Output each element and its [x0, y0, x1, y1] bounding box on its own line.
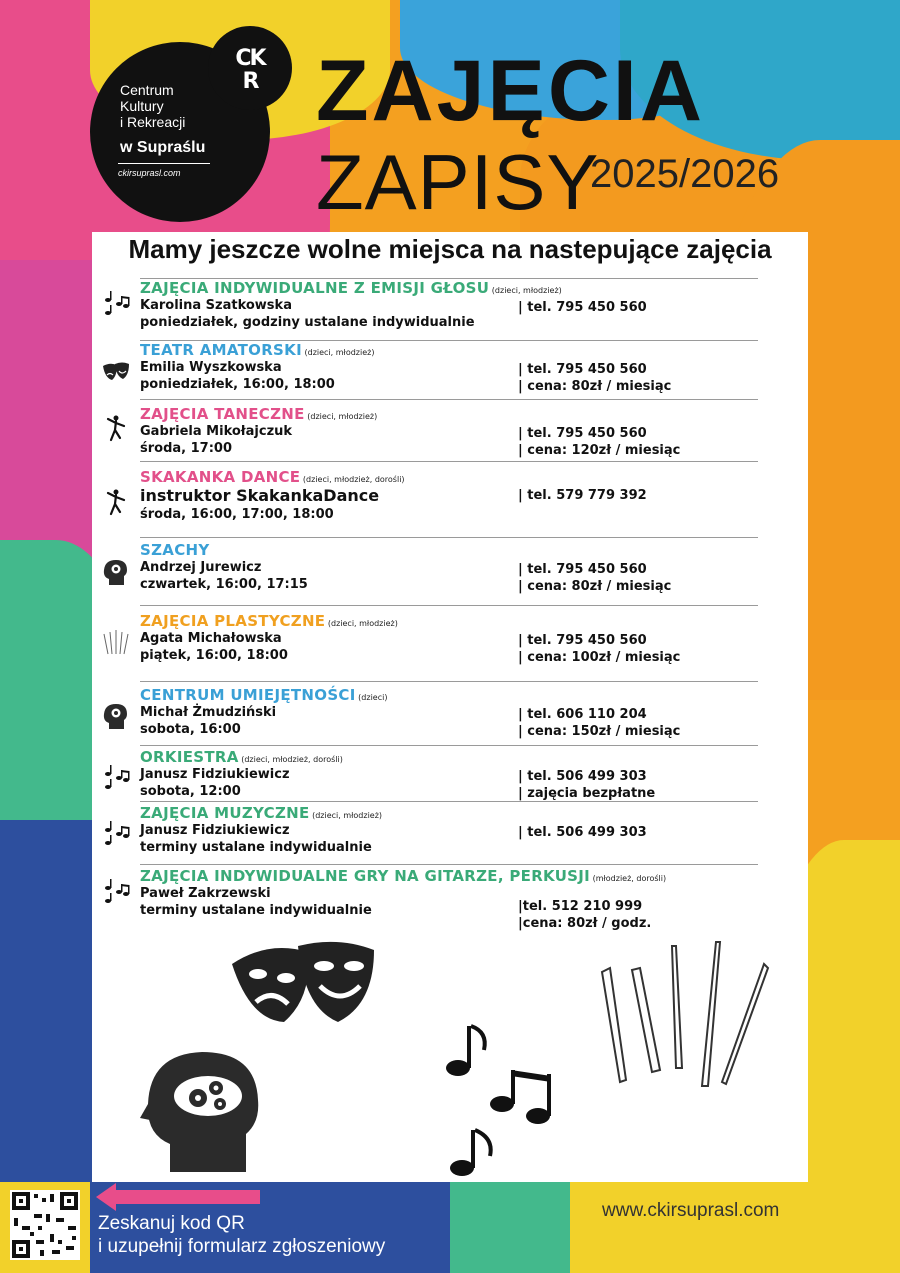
price: | zajęcia bezpłatne — [518, 786, 656, 801]
contact-info — [518, 768, 655, 802]
class-title — [140, 541, 760, 559]
schedule: piątek, 16:00, 18:00 — [140, 648, 288, 663]
class-title-text: CENTRUM UMIEJĘTNOŚCI — [140, 686, 356, 704]
ckr-monogram-icon — [220, 38, 280, 98]
class-entry — [140, 867, 760, 919]
contact-info — [518, 361, 671, 395]
qr-line-2: i uzupełnij formularz zgłoszeniowy — [98, 1236, 386, 1257]
theater-masks-icon — [228, 938, 378, 1030]
class-entry — [140, 279, 760, 331]
qr-instructions — [98, 1212, 385, 1258]
price: | cena: 100zł / miesiąc — [518, 650, 681, 665]
divider — [140, 745, 758, 746]
age-group-note: (młodzież, dorośli) — [590, 874, 667, 883]
music-notes-icon — [102, 876, 130, 904]
class-title-text: ORKIESTRA — [140, 748, 239, 766]
contact-info — [518, 487, 647, 504]
schedule: sobota, 12:00 — [140, 784, 241, 799]
logo-line: w Supraślu — [120, 139, 206, 156]
phone-number[interactable]: |tel. 512 210 999 — [518, 899, 643, 914]
price: | cena: 80zł / miesiąc — [518, 379, 672, 394]
contact-info — [518, 824, 647, 841]
schedule: środa, 17:00 — [140, 441, 233, 456]
schedule: środa, 16:00, 17:00, 18:00 — [140, 507, 334, 522]
paint-brushes-icon — [102, 628, 130, 656]
music-notes-icon — [440, 1020, 570, 1180]
divider — [140, 399, 758, 400]
phone-number[interactable]: | tel. 795 450 560 — [518, 300, 647, 315]
instructor-name: Michał Żmudziński — [140, 705, 277, 720]
contact-info — [518, 561, 671, 595]
price: | cena: 150zł / miesiąc — [518, 724, 681, 739]
phone-number[interactable]: | tel. 579 779 392 — [518, 488, 647, 503]
music-notes-icon — [102, 762, 130, 790]
phone-number[interactable]: | tel. 795 450 560 — [518, 562, 647, 577]
qr-code-icon — [10, 1190, 80, 1260]
headline: Mamy jeszcze wolne miejsca na nastepujące zajęcia — [128, 234, 772, 264]
logo-badge — [208, 26, 292, 110]
divider — [140, 801, 758, 802]
website-link[interactable]: www.ckirsuprasl.com — [602, 1200, 780, 1221]
instructor-name: Karolina Szatkowska — [140, 298, 292, 313]
class-title — [140, 867, 760, 885]
instructor-name: Janusz Fidziukiewicz — [140, 823, 290, 838]
svg-text:R: R — [242, 69, 258, 94]
theater-masks-icon — [102, 358, 130, 386]
paint-brushes-icon — [596, 940, 776, 1090]
divider — [140, 461, 758, 462]
age-group-note: (dzieci, młodzież, dorośli) — [300, 475, 405, 484]
class-entry — [140, 804, 760, 856]
head-gears-icon — [140, 1044, 270, 1174]
class-title — [140, 804, 760, 822]
logo-divider — [118, 163, 210, 164]
svg-text:CK: CK — [235, 46, 265, 71]
instructor-name: Paweł Zakrzewski — [140, 886, 271, 901]
instructor-name: Emilia Wyszkowska — [140, 360, 282, 375]
class-title-text: ZAJĘCIA INDYWIDUALNE Z EMISJI GŁOSU — [140, 279, 490, 297]
dancer-icon — [102, 488, 130, 516]
schedule: czwartek, 16:00, 17:15 — [140, 577, 308, 592]
contact-info — [518, 632, 680, 666]
page-title: ZAJĘCIA — [316, 43, 705, 139]
page-subtitle: ZAPISY — [316, 138, 600, 226]
qr-line-1: Zeskanuj kod QR — [98, 1213, 245, 1234]
class-title — [140, 405, 760, 423]
price: | cena: 80zł / miesiąc — [518, 579, 672, 594]
footer-green-block — [450, 1182, 570, 1273]
phone-number[interactable]: | tel. 606 110 204 — [518, 707, 647, 722]
class-title-text: TEATR AMATORSKI — [140, 341, 302, 359]
head-gears-icon — [102, 702, 130, 730]
music-notes-icon — [102, 818, 130, 846]
schedule: terminy ustalane indywidualnie — [140, 840, 372, 855]
schedule: sobota, 16:00 — [140, 722, 241, 737]
age-group-note: (dzieci, młodzież) — [489, 286, 562, 295]
instructor-name: Gabriela Mikołajczuk — [140, 424, 293, 439]
arrow-shaft — [112, 1190, 260, 1204]
class-title-text: SZACHY — [140, 541, 210, 559]
logo-line: i Rekreacji — [120, 114, 186, 130]
schedule: terminy ustalane indywidualnie — [140, 903, 372, 918]
instructor-name: instruktor SkakankaDance — [140, 486, 380, 505]
age-group-note: (dzieci) — [355, 693, 388, 702]
class-title-text: ZAJĘCIA TANECZNE — [140, 405, 305, 423]
logo-line: Kultury — [120, 98, 164, 114]
head-gears-icon — [102, 558, 130, 586]
instructor-name: Janusz Fidziukiewicz — [140, 767, 290, 782]
contact-info — [518, 299, 647, 316]
age-group-note: (dzieci, młodzież) — [309, 811, 383, 820]
class-title — [140, 686, 760, 704]
class-title — [140, 612, 760, 630]
instructor-name: Agata Michałowska — [140, 631, 282, 646]
class-title — [140, 341, 760, 359]
phone-number[interactable]: | tel. 506 499 303 — [518, 825, 647, 840]
phone-number[interactable]: | tel. 506 499 303 — [518, 769, 647, 784]
contact-info — [518, 706, 680, 740]
age-group-note: (dzieci, młodzież) — [325, 619, 398, 628]
class-title-text: ZAJĘCIA INDYWIDUALNE GRY NA GITARZE, PERKUSJI — [140, 867, 591, 885]
age-group-note: (dzieci, młodzież) — [304, 412, 378, 421]
age-group-note: (dzieci, młodzież) — [301, 348, 375, 357]
music-notes-icon — [102, 288, 130, 316]
price: | cena: 120zł / miesiąc — [518, 443, 681, 458]
school-year: 2025/2026 — [590, 152, 780, 196]
class-title — [140, 279, 760, 297]
arrow-left-icon — [96, 1183, 116, 1211]
contact-info — [518, 898, 651, 932]
price: |cena: 80zł / godz. — [518, 916, 652, 931]
schedule: poniedziałek, 16:00, 18:00 — [140, 377, 335, 392]
logo-url: ckirsuprasl.com — [118, 168, 181, 178]
class-entry — [140, 468, 760, 523]
qr-code[interactable] — [10, 1190, 80, 1260]
phone-number[interactable]: | tel. 795 450 560 — [518, 362, 647, 377]
class-title — [140, 468, 760, 486]
logo-line: Centrum — [120, 82, 174, 98]
instructor-name: Andrzej Jurewicz — [140, 560, 262, 575]
phone-number[interactable]: | tel. 795 450 560 — [518, 426, 647, 441]
divider — [140, 605, 758, 606]
dancer-icon — [102, 414, 130, 442]
class-title — [140, 748, 760, 766]
divider — [140, 864, 758, 865]
phone-number[interactable]: | tel. 795 450 560 — [518, 633, 647, 648]
age-group-note: (dzieci, młodzież, dorośli) — [238, 755, 343, 764]
class-entry — [140, 748, 760, 800]
divider — [140, 537, 758, 538]
class-title-text: ZAJĘCIA PLASTYCZNE — [140, 612, 326, 630]
class-title-text: SKAKANKA DANCE — [140, 468, 301, 486]
divider — [140, 681, 758, 682]
schedule: poniedziałek, godziny ustalane indywidualnie — [140, 315, 475, 330]
contact-info — [518, 425, 680, 459]
class-title-text: ZAJĘCIA MUZYCZNE — [140, 804, 310, 822]
